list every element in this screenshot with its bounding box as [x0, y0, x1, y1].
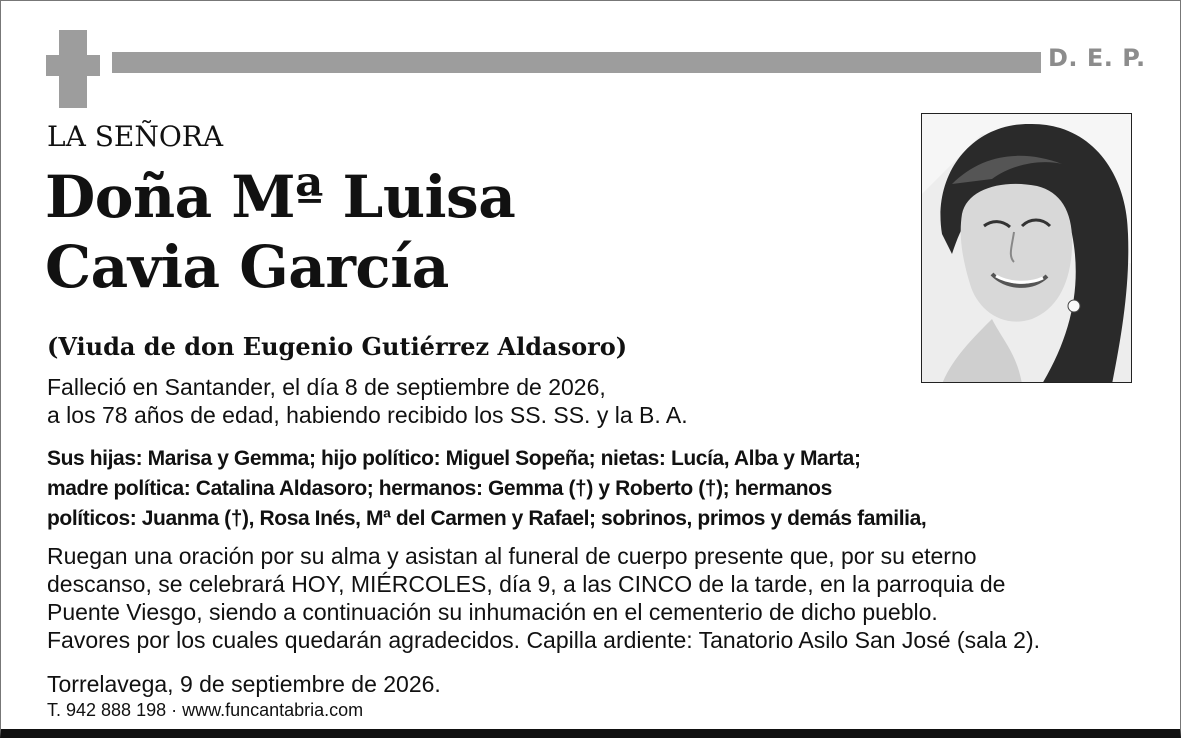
- death-notice-line1: Falleció en Santander, el día 8 de septiembre de 2026,: [47, 374, 606, 400]
- funeral-line3: Puente Viesgo, siendo a continuación su inhumación en el cementerio de dicho pueblo.: [47, 599, 938, 625]
- portrait-photo: [921, 113, 1132, 383]
- funeral-line1: Ruegan una oración por su alma y asistan al funeral de cuerpo presente que, por su eterno: [47, 543, 977, 569]
- cross-icon: [46, 30, 100, 108]
- funeral-line2: descanso, se celebrará HOY, MIÉRCOLES, día 9, a las CINCO de la tarde, en la parroquia de: [47, 571, 1006, 597]
- widow-of-text: (Viuda de don Eugenio Gutiérrez Aldasoro): [47, 332, 628, 361]
- funeral-line4: Favores por los cuales quedarán agradecidos. Capilla ardiente: Tanatorio Asilo San José (sala 2).: [47, 627, 1040, 653]
- contact-info: T. 942 888 198 · www.funcantabria.com: [47, 700, 364, 720]
- honorific-title: LA SEÑORA: [47, 120, 224, 153]
- family-line1: Sus hijas: Marisa y Gemma; hijo político: Miguel Sopeña; nietas: Lucía, Alba y Marta;: [47, 447, 861, 470]
- funeral-notice: [47, 542, 1040, 654]
- deceased-name-line1: Doña Mª Luisa: [45, 163, 516, 231]
- family-list: [47, 444, 926, 534]
- dep-label: D. E. P.: [1048, 44, 1146, 72]
- death-notice: [47, 373, 688, 429]
- family-line2: madre política: Catalina Aldasoro; hermanos: Gemma (†) y Roberto (†); hermanos: [47, 477, 832, 500]
- death-notice-line2: a los 78 años de edad, habiendo recibido los SS. SS. y la B. A.: [47, 402, 688, 428]
- place-date: Torrelavega, 9 de septiembre de 2026.: [47, 671, 441, 697]
- family-line3: políticos: Juanma (†), Rosa Inés, Mª del Carmen y Rafael; sobrinos, primos y demás familia,: [47, 507, 927, 530]
- deceased-name-line2: Cavia García: [45, 233, 449, 301]
- header-bar: [112, 52, 1041, 73]
- deceased-name: [45, 162, 515, 302]
